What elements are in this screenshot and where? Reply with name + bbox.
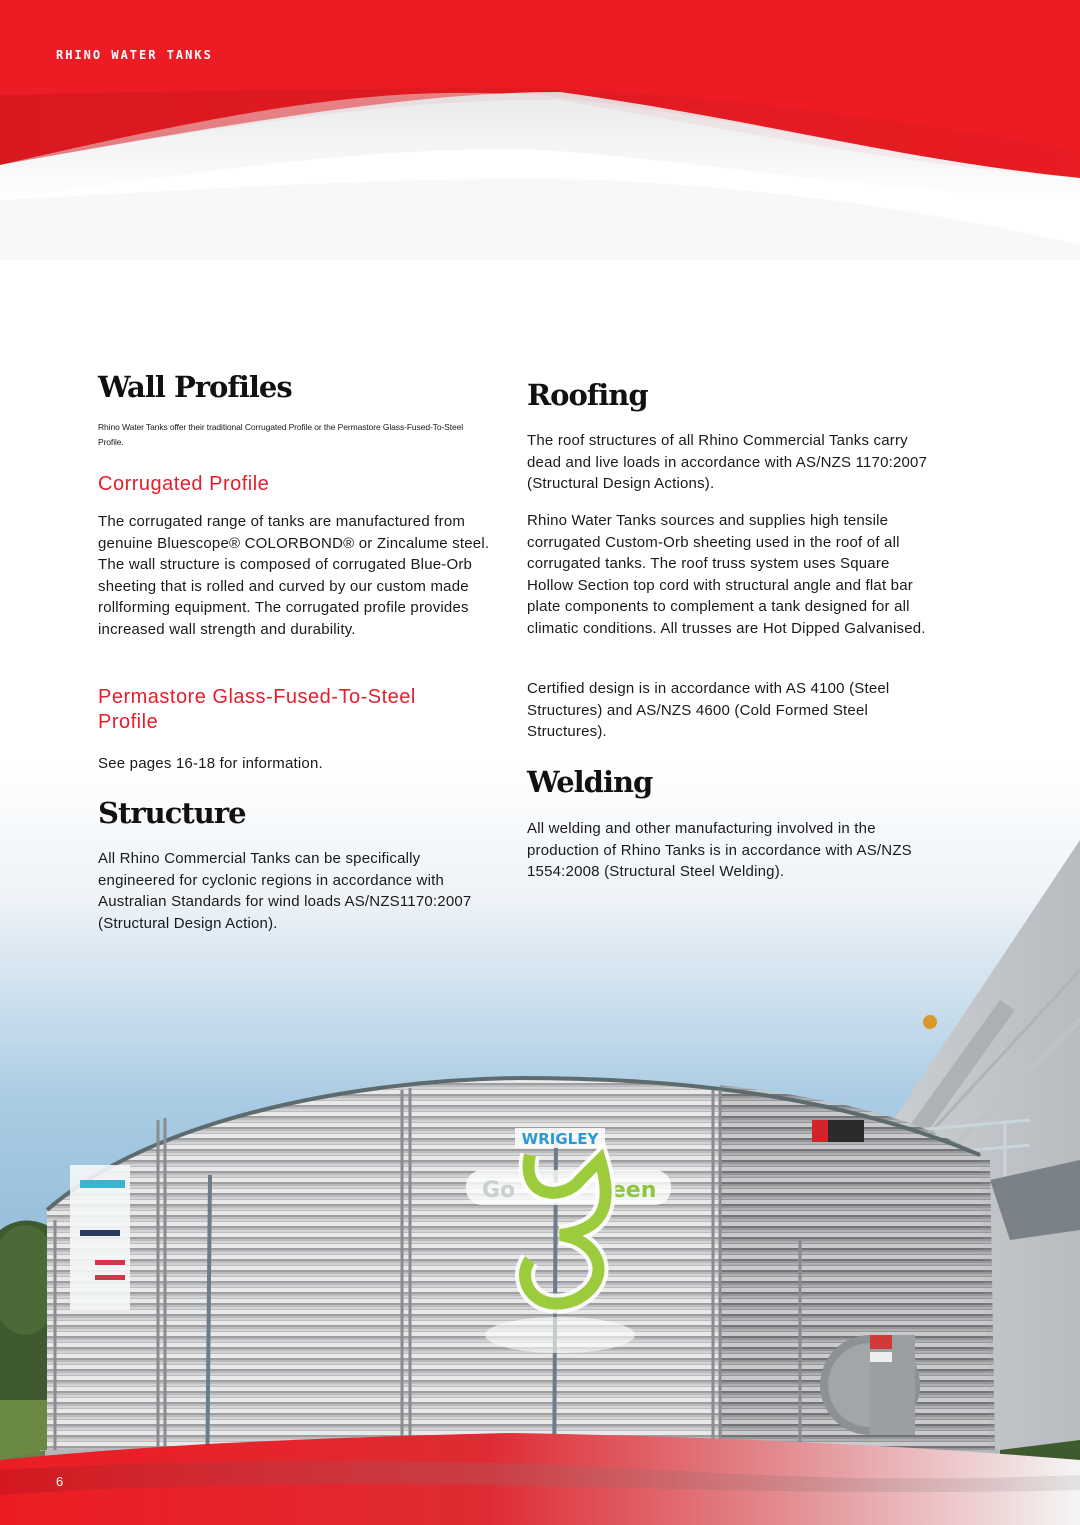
structure-title: Structure xyxy=(98,796,246,830)
page-number: 6 xyxy=(56,1474,64,1489)
corrugated-profile-body: The corrugated range of tanks are manufactured from genuine Bluescope® COLORBOND® or Zincalume steel. The wall structure is composed of corrugated Blue-Orb sheeting that is rolled and curved by our custom made rollforming equipment. The corrugated profile provides increased wall strength and durability. xyxy=(98,513,490,638)
roofing-paragraph-2: Rhino Water Tanks sources and supplies high tensile corrugated Custom-Orb sheeting used in the roof of all corrugated tanks. The roof truss system uses Square Hollow Section top cord with structural angle and flat bar plate components to complement a tank designed for all climatic conditions. All trusses are Hot Dipped Galvanised. xyxy=(527,512,926,637)
header-wave-banner xyxy=(0,0,1080,260)
roofing-title: Roofing xyxy=(527,378,648,412)
wall-profiles-title: Wall Profiles xyxy=(98,370,292,404)
roofing-paragraph-3: Certified design is in accordance with AS 4100 (Steel Structures) and AS/NZS 4600 (Cold Formed Steel Structures). xyxy=(527,680,890,741)
welding-body: All welding and other manufacturing involved in the production of Rhino Tanks is in accordance with AS/NZS 1554:2008 (Structural Steel Welding). xyxy=(527,820,912,881)
roofing-paragraph-1: The roof structures of all Rhino Commercial Tanks carry dead and live loads in accordance with AS/NZS 1170:2007 (Structural Design Actions). xyxy=(527,432,928,493)
permastore-profile-body: See pages 16-18 for information. xyxy=(98,755,323,772)
svg-text:reen: reen xyxy=(600,1178,657,1203)
svg-text:WRIGLEY: WRIGLEY xyxy=(521,1130,599,1148)
footer-wave-banner xyxy=(0,1400,1080,1525)
svg-text:Go: Go xyxy=(482,1178,516,1203)
welding-title: Welding xyxy=(527,765,653,799)
corrugated-profile-subtitle: Corrugated Profile xyxy=(98,473,270,495)
brand-label: RHINO WATER TANKS xyxy=(56,48,213,62)
wall-profiles-intro: Rhino Water Tanks offer their traditional Corrugated Profile or the Permastore Glass-Fused-To-Steel Profile. xyxy=(98,422,464,447)
structure-body: All Rhino Commercial Tanks can be specifically engineered for cyclonic regions in accordance with Australian Standards for wind loads AS/NZS1170:2007 (Structural Design Action). xyxy=(98,850,472,932)
permastore-profile-subtitle: Permastore Glass-Fused-To-Steel Profile xyxy=(98,686,416,733)
